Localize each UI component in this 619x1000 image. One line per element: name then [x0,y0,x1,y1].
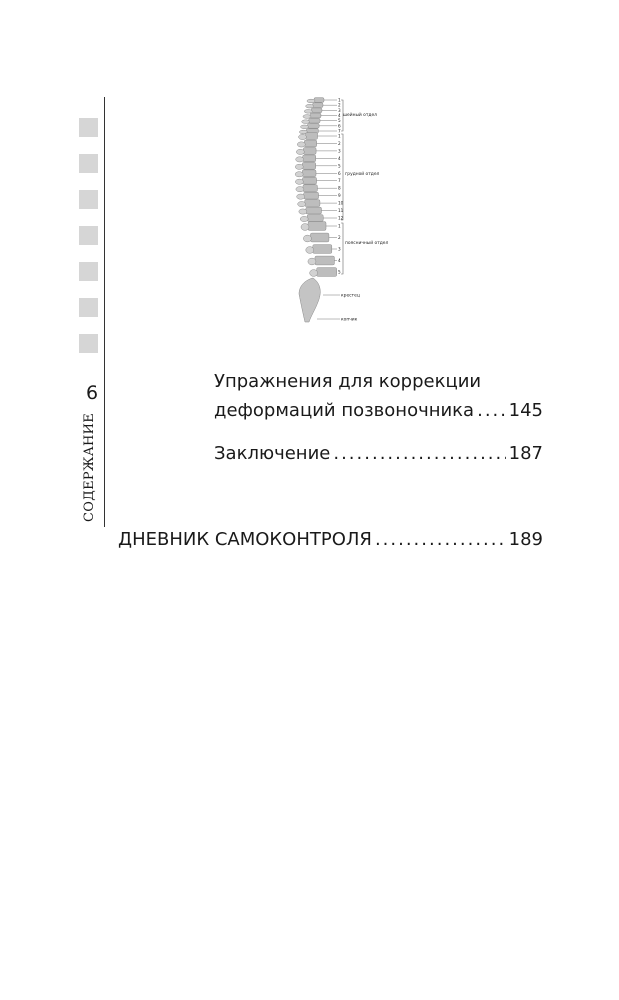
vertebra-body [310,233,329,242]
margin-square [79,262,98,281]
vertebra-number: 7 [338,178,341,184]
vertebra-number: 8 [338,185,341,191]
vertebra-process [296,149,304,154]
vertebra-body [309,118,320,123]
vertebra-number: 9 [338,193,341,199]
vertebra-number: 5 [338,269,341,275]
margin-square [79,154,98,173]
margin-square [79,226,98,245]
vertebra-process [303,115,311,119]
toc-leader-dots [375,531,506,549]
vertebra-number: 1 [338,223,341,229]
vertebra-process [298,201,306,206]
vertebra-number: 2 [338,102,341,108]
vertebra-body [302,162,315,169]
vertebra-process [299,134,307,139]
vertebra-body [311,108,322,113]
toc-entry-title-line1: Упражнения для коррекции [214,371,482,392]
toc-entry-diary[interactable] [118,531,543,549]
label-cervical: шейный отдел [343,113,377,118]
margin-square [79,298,98,317]
vertebra-body [302,177,316,184]
vertebra-body [303,185,318,192]
label-thoracic: грудной отдел [345,172,380,177]
toc-entry-exercises[interactable] [214,402,543,420]
label-sacrum: крестец [341,293,360,299]
vertebra-number: 4 [338,155,341,161]
vertebra-process [310,270,318,277]
margin-square [79,118,98,137]
vertebra-process [306,104,314,108]
vertebrae [295,98,336,277]
vertebra-number: 3 [338,148,341,154]
toc-leader-dots [477,402,506,420]
vertebra-number: 7 [338,128,341,134]
vertebra-process [297,194,305,199]
toc-page-number: 187 [508,443,543,464]
toc-entry-title: ДНЕВНИК САМОКОНТРОЛЯ [118,529,372,550]
vertebra-body [313,103,323,108]
toc-entry-title-line2: деформаций позвоночника [214,400,475,421]
vertebra-body [315,256,335,265]
vertebra-body [306,133,318,140]
section-brackets [341,100,343,274]
vertebra-number: 2 [338,235,341,240]
vertebra-body [308,222,326,231]
margin-square [79,190,98,209]
vertebra-process [295,172,303,177]
vertebra-process [304,110,312,114]
vertebra-number: 12 [338,215,344,221]
vertebra-process [297,142,305,147]
vertebra-number: 5 [338,118,341,124]
margin-rule [104,97,105,527]
vertebra-body [306,207,322,214]
vertebra-body [313,245,332,254]
toc-page-number: 189 [508,529,543,550]
vertebra-process [295,179,303,184]
vertebra-process [296,187,304,192]
vertebra-body [307,123,319,128]
toc-entry-title: Заключение [214,443,331,464]
vertebra-process [300,125,308,129]
page-number: 6 [86,382,99,404]
vertebra-body [310,113,321,118]
toc-entry-conclusion[interactable] [214,445,543,463]
vertebra-body [307,215,323,222]
vertebra-body [317,268,337,277]
sacrum-shape [299,278,320,322]
vertebra-body [304,192,319,199]
vertebra-number: 3 [338,107,341,113]
vertebra-number: 11 [338,208,344,214]
vertebra-number: 5 [338,163,341,169]
vertebra-process [307,99,315,103]
toc-leader-dots [333,445,505,463]
vertebra-process [302,120,310,124]
vertebra-number: 2 [338,140,341,146]
margin-square [79,334,98,353]
vertebra-process [295,164,303,169]
vertebra-body [303,155,316,162]
vertebra-body [303,148,316,155]
vertebra-process [301,224,309,231]
vertebra-process [306,247,314,254]
vertebra-number: 1 [338,97,341,103]
vertebra-body [314,98,324,103]
vertebra-body [305,200,320,207]
vertebra-number: 1 [338,133,341,139]
vertebra-body [304,140,316,147]
vertebra-process [299,209,307,214]
vertebra-process [308,258,316,265]
vertebra-process [303,235,311,242]
label-lumbar: поясничный отдел [345,241,389,246]
vertebra-number: 6 [338,123,341,129]
vertebra-number: 4 [338,258,341,263]
toc-page-number: 145 [508,400,543,421]
spine-illustration [285,92,395,324]
vertebra-number: 3 [338,246,341,252]
label-coccyx: копчик [341,317,358,323]
section-title-vertical: СОДЕРЖАНИЕ [82,412,97,522]
vertebra-body [302,170,316,177]
vertebra-process [300,216,308,221]
vertebra-number: 4 [338,113,341,118]
vertebra-number: 6 [338,170,341,176]
vertebra-number: 10 [338,200,344,206]
vertebra-process [296,157,304,162]
